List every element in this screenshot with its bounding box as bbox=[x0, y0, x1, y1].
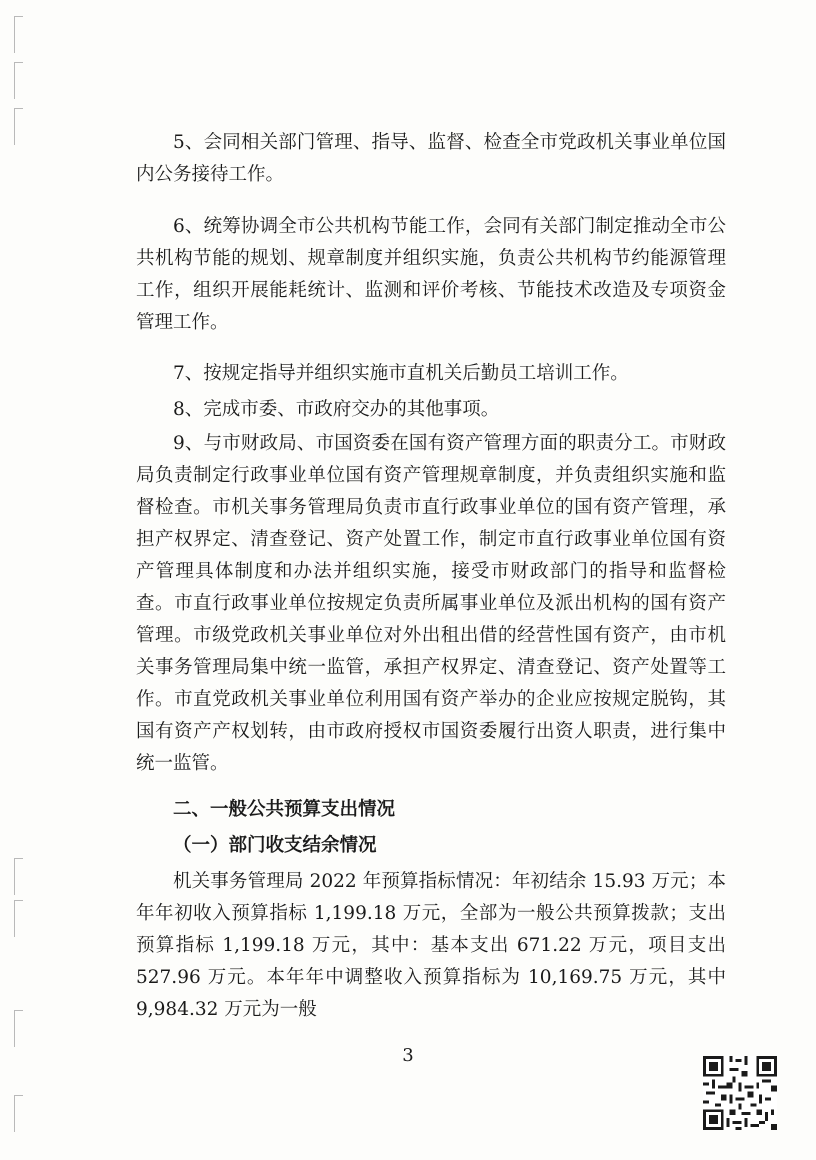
paragraph-item-9: 9、与市财政局、市国资委在国有资产管理方面的职责分工。市财政局负责制定行政事业单位国有资产管理规章制度，并负责组织实施和监督检查。市机关事务管理局负责市直行政事业单位的国有资产管理，承担产权界定、清查登记、资产处置工作，制定市直行政事业单位国有资产管理具体制度和办法并组织实施，接受市财政部门的指导和监督检查。市直行政事业单位按规定负责所属事业单位及派出机构的国有资产管理。市级党政机关事业单位对外出租出借的经营性国有资产，由市机关事务管理局集中统一监管，承担产权界定、清查登记、资产处置等工作。市直党政机关事业单位利用国有资产举办的企业应按规定脱钩，其国有资产产权划转，由市政府授权市国资委履行出资人职责，进行集中统一监管。 bbox=[136, 433, 726, 774]
subsection-heading: （一）部门收支结余情况 bbox=[173, 835, 377, 856]
binding-mark bbox=[14, 62, 23, 99]
binding-mark bbox=[14, 900, 23, 937]
paragraph-item-5: 5、会同相关部门管理、指导、监督、检查全市党政机关事业单位国内公务接待工作。 bbox=[136, 132, 726, 185]
qr-code-icon bbox=[703, 1056, 777, 1130]
section-heading: 二、一般公共预算支出情况 bbox=[173, 799, 396, 820]
paragraph-item-6: 6、统筹协调全市公共机构节能工作，会同有关部门制定推动全市公共机构节能的规划、规章制度并组织实施，负责公共机构节约能源管理工作，组织开展能耗统计、监测和评价考核、节能技术改造及专项资金管理工作。 bbox=[136, 216, 726, 333]
page-number: 3 bbox=[402, 1045, 414, 1066]
paragraph-item-7: 7、按规定指导并组织实施市直机关后勤员工培训工作。 bbox=[173, 363, 629, 384]
binding-mark bbox=[14, 858, 23, 895]
binding-mark bbox=[14, 108, 23, 145]
binding-mark bbox=[14, 16, 23, 53]
budget-paragraph: 机关事务管理局 2022 年预算指标情况：年初结余 15.93 万元；本年年初收入预算指标 1,199.18 万元，全部为一般公共预算拨款；支出预算指标 1,199.18 万元，其中：基本支出 671.22 万元，项目支出 527.96 万元。本年年中调整收入预算指标为 10,169.75 万元，其中 9,984.32 万元为一般 bbox=[136, 871, 726, 1020]
binding-mark bbox=[14, 1095, 23, 1132]
paragraph-item-8: 8、完成市委、市政府交办的其他事项。 bbox=[173, 399, 500, 420]
binding-mark bbox=[14, 1010, 23, 1047]
